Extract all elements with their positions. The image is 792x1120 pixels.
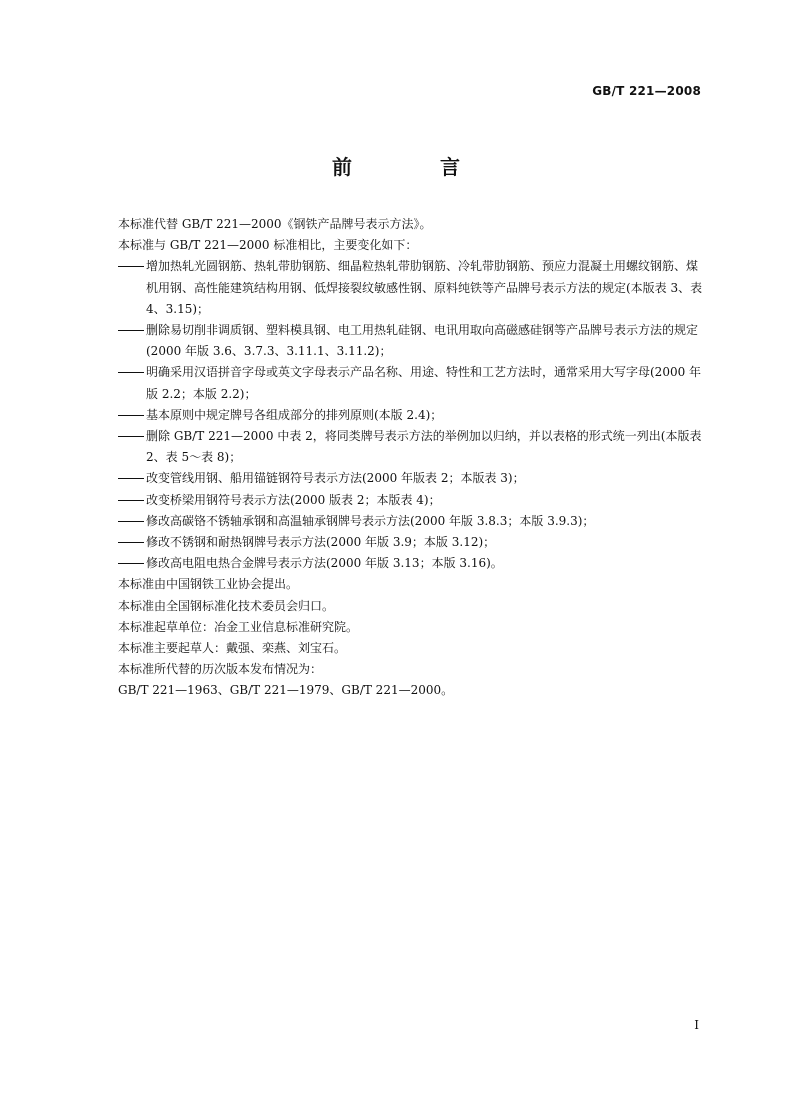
- closing-line: 本标准由全国钢标准化技术委员会归口。: [118, 598, 335, 613]
- change-item: [118, 362, 708, 404]
- dash-marker: [118, 478, 144, 479]
- change-text: 修改高电阻电热合金牌号表示方法(2000 年版 3.13；本版 3.16)。: [146, 556, 503, 571]
- dash-marker: [118, 542, 144, 543]
- dash-marker: [118, 500, 144, 501]
- change-item: [118, 405, 708, 426]
- page-title: 前 言: [332, 155, 494, 179]
- closing-line: 本标准由中国钢铁工业协会提出。: [118, 577, 299, 592]
- page-number: I: [694, 1018, 699, 1032]
- change-text: 修改高碳铬不锈轴承钢和高温轴承钢牌号表示方法(2000 年版 3.8.3；本版 3.9.3)；: [146, 513, 595, 528]
- closing-line: 本标准所代替的历次版本发布情况为：: [118, 662, 323, 677]
- change-text: 明确采用汉语拼音字母或英文字母表示产品名称、用途、特性和工艺方法时，通常采用大写字母(2000 年版 2.2；本版 2.2)；: [146, 365, 702, 401]
- change-text: 删除易切削非调质钢、塑料模具钢、电工用热轧硅钢、电讯用取向高磁感硅钢等产品牌号表示方法的规定(2000 年版 3.6、3.7.3、3.11.1、3.11.2)；: [146, 323, 699, 359]
- change-text: 修改不锈钢和耐热钢牌号表示方法(2000 年版 3.9；本版 3.12)；: [146, 535, 496, 550]
- change-text: 改变管线用钢、船用锚链钢符号表示方法(2000 年版表 2；本版表 3)；: [146, 471, 525, 486]
- change-text: 删除 GB/T 221—2000 中表 2，将同类牌号表示方法的举例加以归纳，并以表格的形式统一列出(本版表 2、表 5～表 8)；: [146, 429, 702, 465]
- standard-code: GB/T 221—2008: [592, 84, 701, 98]
- intro-line: 本标准代替 GB/T 221—2000《钢铁产品牌号表示方法》。: [118, 217, 432, 231]
- closing-line: 本标准起草单位：冶金工业信息标准研究院。: [118, 619, 359, 634]
- change-item: [118, 256, 708, 320]
- change-item: [118, 490, 708, 511]
- change-item: [118, 511, 708, 532]
- dash-marker: [118, 372, 144, 373]
- change-item: [118, 468, 708, 489]
- dash-marker: [118, 266, 144, 267]
- change-item: [118, 426, 708, 468]
- intro-line: 本标准与 GB/T 221—2000 标准相比，主要变化如下：: [118, 238, 418, 253]
- change-text: 基本原则中规定牌号各组成部分的排列原则(本版 2.4)；: [146, 407, 443, 422]
- dash-marker: [118, 330, 144, 331]
- dash-marker: [118, 563, 144, 564]
- closing-line: GB/T 221—1963、GB/T 221—1979、GB/T 221—2000。: [118, 683, 454, 698]
- change-item: [118, 320, 708, 362]
- change-item: [118, 553, 708, 574]
- dash-marker: [118, 415, 144, 416]
- change-item: [118, 532, 708, 553]
- foreword-body: [118, 214, 708, 702]
- dash-marker: [118, 521, 144, 522]
- closing-line: 本标准主要起草人：戴强、栾燕、刘宝石。: [118, 641, 347, 656]
- change-text: 增加热轧光圆钢筋、热轧带肋钢筋、细晶粒热轧带肋钢筋、冷轧带肋钢筋、预应力混凝土用螺纹钢筋、煤机用钢、高性能建筑结构用钢、低焊接裂纹敏感性钢、原料纯铁等产品牌号表示方法的规定(本版表 3、表 4、3.15)；: [146, 259, 703, 316]
- change-text: 改变桥梁用钢符号表示方法(2000 版表 2；本版表 4)；: [146, 492, 441, 507]
- dash-marker: [118, 436, 144, 437]
